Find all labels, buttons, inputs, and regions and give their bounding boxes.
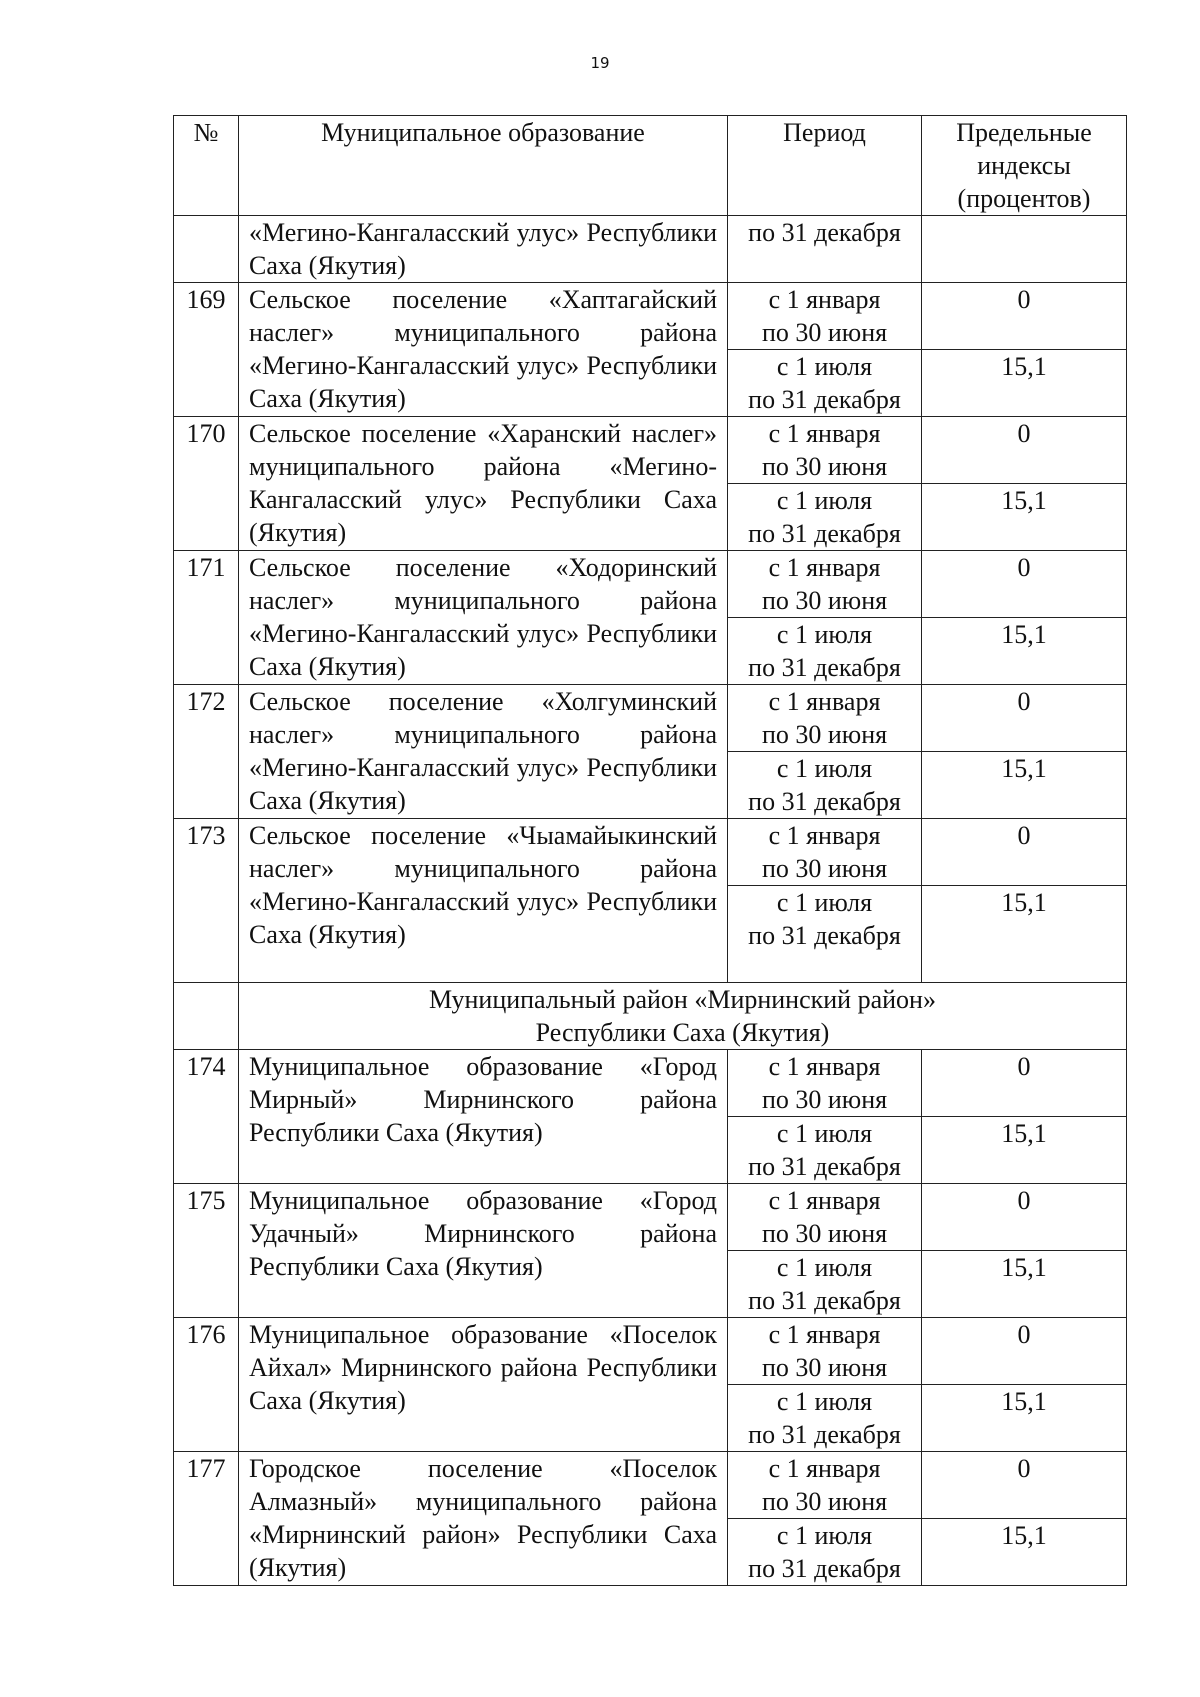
row-number: 177 [174,1452,239,1586]
period-cell [728,752,922,819]
limit-index-value: 0 [922,1452,1127,1519]
table-row [174,819,1127,886]
period-cell [728,1385,922,1452]
period-end: по 31 декабря [748,653,901,682]
period-start: с 1 июля [776,754,873,783]
period-cell [728,1318,922,1385]
municipality-name: Сельское поселение «Харанский наслег» муниципального района «Мегино-Кангаласский улус» Республики Саха (Якутия) [239,417,728,551]
header-municipality: Муниципальное образование [239,116,728,216]
period-cell [728,819,922,886]
row-number [174,216,239,283]
table-row [174,685,1127,752]
municipality-name: Сельское поселение «Чыамайыкинский наслег» муниципального района «Мегино-Кангаласский улус» Республики Саха (Якутия) [239,819,728,983]
limit-index-value: 0 [922,1050,1127,1117]
period-start: с 1 июля [776,352,873,381]
limit-index-value: 15,1 [922,886,1127,983]
table-row [174,417,1127,484]
header-limit-index-line: индексы [977,151,1071,180]
table-row [174,1452,1127,1519]
row-number [174,983,239,1050]
row-number: 174 [174,1050,239,1184]
header-limit-index [922,116,1127,216]
period-start: с 1 июля [776,888,873,917]
limit-index-value: 15,1 [922,484,1127,551]
period-start: с 1 января [768,687,881,716]
limit-index-value: 15,1 [922,1385,1127,1452]
table-row [174,1318,1127,1385]
period-cell [728,1251,922,1318]
row-number: 173 [174,819,239,983]
header-number: № [174,116,239,216]
limit-index-value: 15,1 [922,1519,1127,1586]
limit-index-value: 0 [922,1184,1127,1251]
period-cell [728,1452,922,1519]
row-number: 175 [174,1184,239,1318]
period-start: с 1 января [768,553,881,582]
municipality-name: «Мегино-Кангаласский улус» Республики Саха (Якутия) [239,216,728,283]
table-row [174,1050,1127,1117]
limit-index-value: 0 [922,1318,1127,1385]
period-cell [728,1050,922,1117]
row-number: 176 [174,1318,239,1452]
limit-index-value: 0 [922,685,1127,752]
limit-index-value: 0 [922,417,1127,484]
period-end: по 30 июня [761,452,888,481]
limit-index-value: 0 [922,551,1127,618]
period-cell [728,886,922,983]
period-cell [728,1117,922,1184]
header-period: Период [728,116,922,216]
limit-index-value: 0 [922,283,1127,350]
period-end: по 30 июня [761,1487,888,1516]
period-start: с 1 июля [776,1387,873,1416]
row-number: 172 [174,685,239,819]
limit-index-value: 0 [922,819,1127,886]
period-start: с 1 июля [776,620,873,649]
period-start: с 1 июля [776,1521,873,1550]
period-cell: по 31 декабря [728,216,922,283]
header-limit-index-line: (процентов) [957,184,1091,213]
municipality-name: Муниципальное образование «Поселок Айхал» Мирнинского района Республики Саха (Якутия) [239,1318,728,1452]
section-heading [239,983,1127,1050]
period-end: по 31 декабря [748,1152,901,1181]
period-start: с 1 июля [776,486,873,515]
period-start: с 1 января [768,1052,881,1081]
period-end: по 31 декабря [748,921,901,950]
municipality-name: Муниципальное образование «Город Мирный» Мирнинского района Республики Саха (Якутия) [239,1050,728,1184]
limit-index-value: 15,1 [922,752,1127,819]
period-end: по 31 декабря [748,1286,901,1315]
row-number: 169 [174,283,239,417]
limit-index-value [922,216,1127,283]
limit-index-value: 15,1 [922,618,1127,685]
period-cell [728,350,922,417]
table-header-row [174,116,1127,216]
limit-index-table [173,115,1127,1586]
period-end: по 30 июня [761,1219,888,1248]
period-cell [728,484,922,551]
period-end: по 31 декабря [748,1420,901,1449]
period-cell [728,618,922,685]
period-end: по 31 декабря [748,385,901,414]
section-heading-row [174,983,1127,1050]
period-end: по 30 июня [761,854,888,883]
limit-index-value: 15,1 [922,1117,1127,1184]
section-heading-line: Муниципальный район «Мирнинский район» [429,985,936,1014]
period-start: с 1 января [768,1186,881,1215]
period-end: по 30 июня [761,586,888,615]
period-cell [728,417,922,484]
period-cell [728,1519,922,1586]
period-start: с 1 января [768,1320,881,1349]
page-number: 19 [590,54,610,72]
period-end: по 30 июня [761,1085,888,1114]
period-end: по 31 декабря [748,519,901,548]
period-start: с 1 января [768,821,881,850]
period-end: по 31 декабря [748,787,901,816]
section-heading-line: Республики Саха (Якутия) [535,1018,830,1047]
period-end: по 30 июня [761,1353,888,1382]
period-start: с 1 июля [776,1253,873,1282]
period-start: с 1 января [768,285,881,314]
municipality-name: Сельское поселение «Ходоринский наслег» муниципального района «Мегино-Кангаласский улус» Республики Саха (Якутия) [239,551,728,685]
municipality-name: Городское поселение «Поселок Алмазный» муниципального района «Мирнинский район» Республики Саха (Якутия) [239,1452,728,1586]
period-cell [728,283,922,350]
municipality-name: Муниципальное образование «Город Удачный» Мирнинского района Республики Саха (Якутия) [239,1184,728,1318]
period-end: по 30 июня [761,720,888,749]
period-start: с 1 января [768,419,881,448]
municipality-name: Сельское поселение «Холгуминский наслег» муниципального района «Мегино-Кангаласский улус» Республики Саха (Якутия) [239,685,728,819]
period-cell [728,551,922,618]
table-row-continuation [174,216,1127,283]
row-number: 171 [174,551,239,685]
limit-index-value: 15,1 [922,1251,1127,1318]
header-limit-index-line: Предельные [956,118,1092,147]
period-cell [728,685,922,752]
period-cell [728,1184,922,1251]
table-row [174,1184,1127,1251]
limit-index-value: 15,1 [922,350,1127,417]
period-start: с 1 июля [776,1119,873,1148]
row-number: 170 [174,417,239,551]
municipality-name: Сельское поселение «Хаптагайский наслег» муниципального района «Мегино-Кангаласский улус» Республики Саха (Якутия) [239,283,728,417]
table-row [174,551,1127,618]
period-end: по 30 июня [761,318,888,347]
table-row [174,283,1127,350]
period-start: с 1 января [768,1454,881,1483]
period-end: по 31 декабря [748,1554,901,1583]
